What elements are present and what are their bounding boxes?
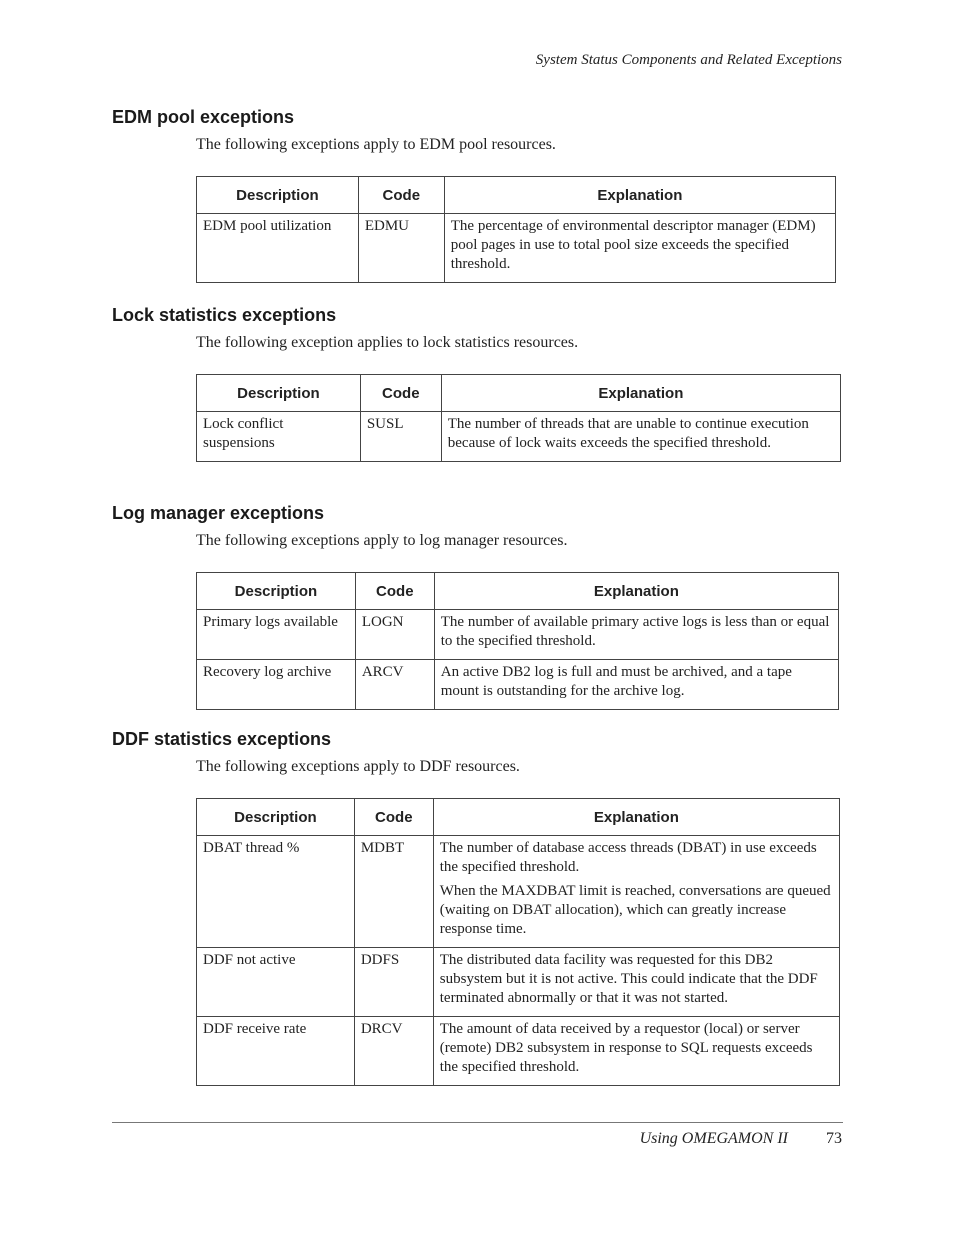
section-title: EDM pool exceptions <box>112 107 295 127</box>
table-row <box>197 836 840 948</box>
cell-code: ARCV <box>355 660 434 710</box>
cell-explanation <box>441 412 840 462</box>
column-header-description: Description <box>197 573 356 610</box>
column-header-explanation: Explanation <box>444 177 835 214</box>
column-header-code: Code <box>354 799 433 836</box>
explanation-text: The number of threads that are unable to continue execution because of lock waits exceeds the specified threshold. <box>447 416 809 451</box>
cell-description: DDF receive rate <box>197 1017 355 1086</box>
footer-title: Using OMEGAMON II <box>639 1130 788 1147</box>
table-header-row <box>197 177 836 214</box>
cell-explanation <box>433 948 839 1017</box>
cell-code: SUSL <box>360 412 441 462</box>
page-footer <box>640 1130 842 1148</box>
table-header-row <box>197 799 840 836</box>
explanation-text: The distributed data facility was requested for this DB2 subsystem but it is not active. This could indicate that the DDF terminated abnormally or that it was not started. <box>439 952 818 1006</box>
column-header-code: Code <box>355 573 434 610</box>
column-header-code: Code <box>360 375 441 412</box>
cell-explanation <box>434 610 838 660</box>
cell-explanation <box>433 1017 839 1086</box>
table-header-row <box>197 375 841 412</box>
explanation-text: The amount of data received by a requestor (local) or server (remote) DB2 subsystem in response to SQL requests exceeds the specified threshold. <box>439 1021 813 1075</box>
footer-divider <box>112 1122 843 1123</box>
table-header-row <box>197 573 839 610</box>
table-row <box>197 660 839 710</box>
table-row <box>197 1017 840 1086</box>
explanation-text: When the MAXDBAT limit is reached, conversations are queued (waiting on DBAT allocation), which can greatly increase response time. <box>439 883 831 937</box>
section-title: Log manager exceptions <box>112 503 325 523</box>
section-ddf-statistics <box>112 729 840 1086</box>
section-edm-pool <box>112 107 836 283</box>
cell-code: EDMU <box>358 214 444 283</box>
explanation-text: The number of database access threads (DBAT) in use exceeds the specified threshold. <box>439 840 817 875</box>
cell-description: DDF not active <box>197 948 355 1017</box>
column-header-explanation: Explanation <box>433 799 839 836</box>
cell-explanation <box>444 214 835 283</box>
column-header-description: Description <box>197 799 355 836</box>
cell-code: LOGN <box>355 610 434 660</box>
exceptions-table <box>196 798 840 1086</box>
column-header-explanation: Explanation <box>434 573 838 610</box>
explanation-text: The number of available primary active logs is less than or equal to the specified threshold. <box>440 614 830 649</box>
section-intro: The following exception applies to lock statistics resources. <box>196 334 579 351</box>
cell-description: EDM pool utilization <box>197 214 359 283</box>
exceptions-table <box>196 176 836 283</box>
section-intro: The following exceptions apply to DDF resources. <box>196 758 520 775</box>
section-log-manager <box>112 503 839 710</box>
column-header-description: Description <box>197 375 361 412</box>
explanation-text: The percentage of environmental descriptor manager (EDM) pool pages in use to total pool size exceeds the specified threshold. <box>450 218 816 272</box>
cell-code: MDBT <box>354 836 433 948</box>
cell-description: Lock conflict suspensions <box>197 412 361 462</box>
exceptions-table <box>196 572 839 710</box>
explanation-text: An active DB2 log is full and must be archived, and a tape mount is outstanding for the archive log. <box>440 664 792 699</box>
cell-description: Primary logs available <box>197 610 356 660</box>
section-intro: The following exceptions apply to log manager resources. <box>196 532 568 549</box>
cell-description: Recovery log archive <box>197 660 356 710</box>
table-row <box>197 214 836 283</box>
column-header-code: Code <box>358 177 444 214</box>
running-head: System Status Components and Related Exceptions <box>535 52 842 68</box>
section-intro: The following exceptions apply to EDM pool resources. <box>196 136 556 153</box>
section-title: DDF statistics exceptions <box>112 729 332 749</box>
table-row <box>197 412 841 462</box>
cell-explanation <box>433 836 839 948</box>
cell-description: DBAT thread % <box>197 836 355 948</box>
section-lock-statistics <box>112 305 841 462</box>
exceptions-table <box>196 374 841 462</box>
cell-explanation <box>434 660 838 710</box>
cell-code: DRCV <box>354 1017 433 1086</box>
column-header-explanation: Explanation <box>441 375 840 412</box>
table-row <box>197 610 839 660</box>
column-header-description: Description <box>197 177 359 214</box>
page-number: 73 <box>826 1130 842 1147</box>
cell-code: DDFS <box>354 948 433 1017</box>
section-title: Lock statistics exceptions <box>112 305 337 325</box>
table-row <box>197 948 840 1017</box>
